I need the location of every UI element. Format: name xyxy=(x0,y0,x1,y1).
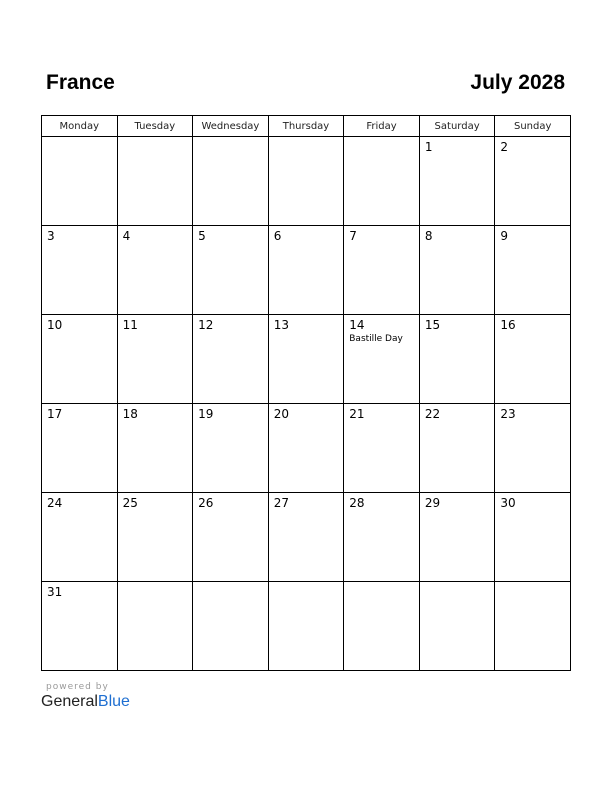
calendar-empty-cell xyxy=(193,582,269,671)
calendar-day-cell xyxy=(344,493,420,582)
day-number: 4 xyxy=(122,229,131,243)
weekday-wednesday: Wednesday xyxy=(193,116,269,137)
calendar-day-cell xyxy=(117,404,193,493)
brand-text-general: General xyxy=(41,693,98,710)
day-number: 5 xyxy=(198,229,206,243)
calendar-day-cell xyxy=(117,226,193,315)
calendar-empty-cell xyxy=(117,137,193,226)
calendar-week-row xyxy=(42,137,571,226)
day-number: 22 xyxy=(424,407,441,421)
calendar-week-row xyxy=(42,404,571,493)
day-number: 13 xyxy=(273,318,289,332)
holiday-label: Bastille Day xyxy=(349,334,403,344)
calendar-day-cell xyxy=(419,226,495,315)
day-number: 24 xyxy=(47,496,63,510)
weekday-header-row xyxy=(42,116,571,137)
calendar-day-cell xyxy=(193,493,269,582)
calendar-week-row xyxy=(42,582,571,671)
day-number: 28 xyxy=(349,496,365,510)
calendar-day-cell xyxy=(495,137,571,226)
calendar-day-cell xyxy=(268,315,344,404)
calendar-day-cell xyxy=(42,226,118,315)
calendar-empty-cell xyxy=(117,582,193,671)
calendar-empty-cell xyxy=(495,582,571,671)
day-number: 3 xyxy=(47,229,55,243)
day-number: 16 xyxy=(500,318,516,332)
calendar-grid xyxy=(41,115,571,671)
calendar-day-cell xyxy=(495,493,571,582)
calendar-day-cell xyxy=(419,404,495,493)
calendar-month-title: July 2028 xyxy=(470,71,565,94)
weekday-saturday: Saturday xyxy=(419,116,495,137)
calendar-day-cell xyxy=(419,315,495,404)
generalblue-logo[interactable] xyxy=(41,693,130,711)
calendar-week-row xyxy=(42,226,571,315)
day-number: 18 xyxy=(122,407,138,421)
calendar-day-cell xyxy=(268,493,344,582)
calendar-day-cell xyxy=(268,226,344,315)
weekday-monday: Monday xyxy=(42,116,118,137)
day-number: 21 xyxy=(349,407,365,421)
weekday-tuesday: Tuesday xyxy=(117,116,193,137)
calendar-empty-cell xyxy=(193,137,269,226)
calendar-day-cell xyxy=(344,315,420,404)
calendar-day-cell xyxy=(117,315,193,404)
calendar-empty-cell xyxy=(42,137,118,226)
calendar-empty-cell xyxy=(268,137,344,226)
day-number: 17 xyxy=(47,407,63,421)
calendar-day-cell xyxy=(42,404,118,493)
day-number: 20 xyxy=(273,407,289,421)
day-number: 2 xyxy=(500,140,509,154)
calendar-day-cell xyxy=(193,404,269,493)
calendar-day-cell xyxy=(344,404,420,493)
day-number: 9 xyxy=(500,229,509,243)
calendar-day-cell xyxy=(419,137,495,226)
day-number: 29 xyxy=(424,496,441,510)
weekday-thursday: Thursday xyxy=(268,116,344,137)
calendar-day-cell xyxy=(419,493,495,582)
day-number: 23 xyxy=(500,407,516,421)
weekday-friday: Friday xyxy=(344,116,420,137)
calendar-empty-cell xyxy=(268,582,344,671)
calendar-country-title: France xyxy=(46,71,115,94)
day-number: 19 xyxy=(198,407,214,421)
day-number: 7 xyxy=(349,229,357,243)
calendar-day-cell xyxy=(117,493,193,582)
day-number: 15 xyxy=(424,318,441,332)
calendar-week-row xyxy=(42,315,571,404)
calendar-day-cell xyxy=(344,226,420,315)
calendar-empty-cell xyxy=(344,582,420,671)
calendar-day-cell xyxy=(193,315,269,404)
calendar-day-cell xyxy=(193,226,269,315)
day-number: 26 xyxy=(198,496,214,510)
day-number: 27 xyxy=(273,496,289,510)
day-number: 6 xyxy=(273,229,282,243)
weekday-sunday: Sunday xyxy=(495,116,571,137)
day-number: 25 xyxy=(122,496,138,510)
day-number: 11 xyxy=(122,318,138,332)
brand-text-blue: Blue xyxy=(97,693,130,710)
calendar-day-cell xyxy=(495,404,571,493)
day-number: 8 xyxy=(424,229,433,243)
day-number: 1 xyxy=(424,140,433,154)
calendar-empty-cell xyxy=(344,137,420,226)
calendar-week-row xyxy=(42,493,571,582)
calendar-day-cell xyxy=(42,582,118,671)
calendar-day-cell xyxy=(268,404,344,493)
calendar-empty-cell xyxy=(419,582,495,671)
day-number: 10 xyxy=(47,318,63,332)
powered-by-label: powered by xyxy=(46,682,109,692)
calendar-day-cell xyxy=(495,226,571,315)
day-number: 30 xyxy=(500,496,516,510)
day-number: 31 xyxy=(47,585,63,599)
calendar-day-cell xyxy=(495,315,571,404)
calendar-day-cell xyxy=(42,315,118,404)
day-number: 12 xyxy=(198,318,214,332)
calendar-day-cell xyxy=(42,493,118,582)
day-number: 14 xyxy=(349,318,365,332)
